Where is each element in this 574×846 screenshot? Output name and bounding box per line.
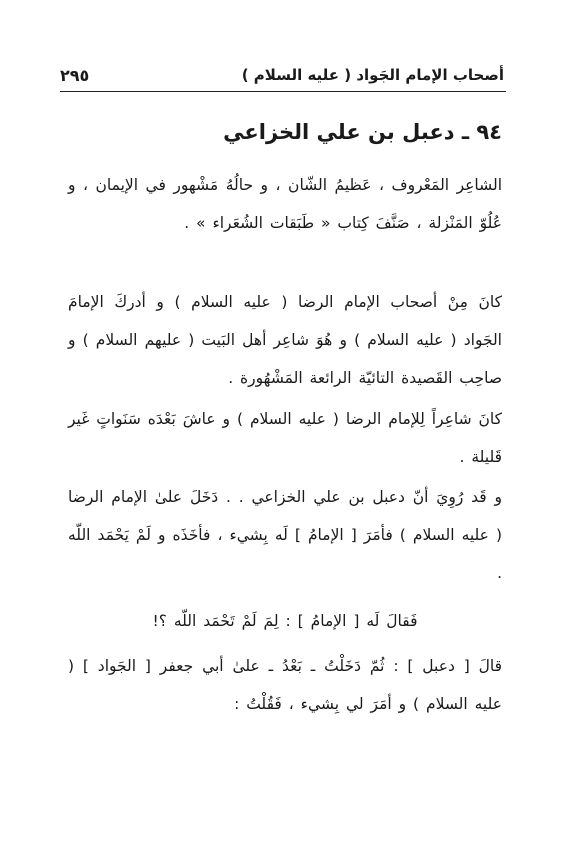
page-number: ٢٩٥ <box>60 65 90 85</box>
paragraph-reply: قالَ [ دعبل ] : ثُمّ دَخَلْتُ ـ بَعْدُ ـ علىٰ أبي جعفر [ الجَواد ] ( عليه السلام ) و أمَرَ لي بِشيء ، فَقُلْتُ : <box>68 657 502 713</box>
page-header <box>60 62 504 88</box>
paragraph-question: فَقالَ لَه [ الإمامُ ] : لِمَ لَمْ تَحْمَد اللّه ؟! <box>152 612 418 630</box>
section-title: ٩٤ ـ دعبل بن علي الخزاعي <box>223 120 502 144</box>
paragraph-narration: و قَد رُوِيَ أنّ دعبل بن علي الخزاعي . . دَخَلَ علىٰ الإمام الرضا ( عليه السلام ) فأمَرَ [ الإمامُ ] لَه بِشيء ، فأخَذَه و لَمْ يَحْمَد اللّه . <box>68 488 502 582</box>
header-divider <box>60 91 506 92</box>
paragraph-intro: الشاعِر المَعْروف ، عَظيمُ الشّان ، و حالُهُ مَشْهور في الإيمان ، و عُلُوّ المَنْزلة ، صَنَّفَ كِتاب « طَبَقات الشُعَراء » . <box>68 176 502 232</box>
paragraph-companions: كانَ مِنْ أصحاب الإمام الرضا ( عليه السلام ) و أدركَ الإمامَ الجَواد ( عليه السلام ) و هُوَ شاعِر أهل البَيت ( عليهم السلام ) و صاحِب القَصيدة التائيّة الرائعة المَشْهُورة . <box>68 293 502 387</box>
running-title: أصحاب الإمام الجَواد ( عليه السلام ) <box>241 66 504 84</box>
paragraph-poet: كانَ شاعِراً لِلإمام الرضا ( عليه السلام ) و عاشَ بَعْدَه سَنَواتٍ غَير قَليلة . <box>68 410 502 466</box>
